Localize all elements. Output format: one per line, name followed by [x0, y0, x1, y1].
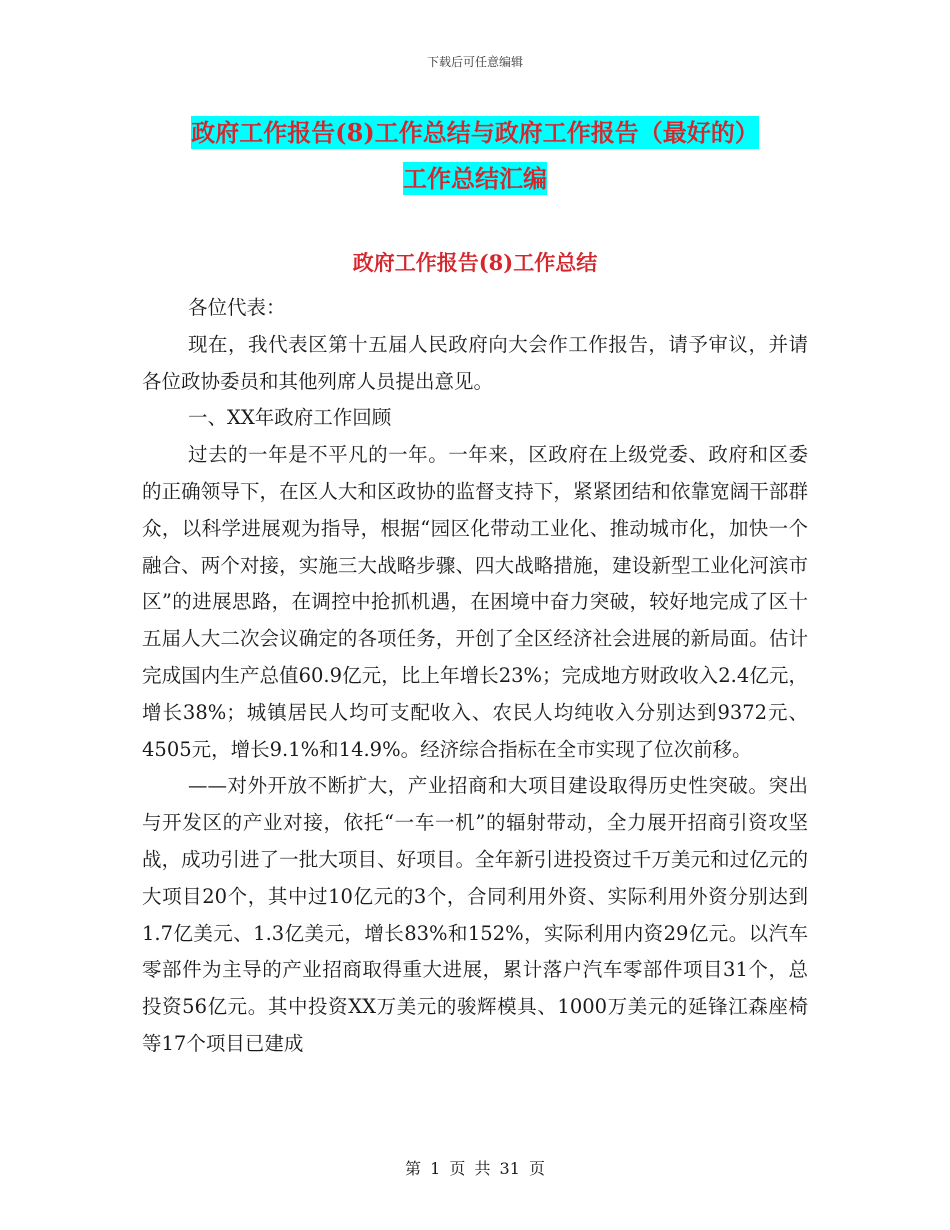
document-title — [0, 110, 950, 202]
document-title-line-2: 工作总结汇编 — [403, 164, 547, 193]
salutation-paragraph: 各位代表： — [188, 296, 286, 319]
header-note: 下载后可任意编辑 — [426, 55, 523, 69]
document-title-line-1: 政府工作报告(8)工作总结与政府工作报告（最好的） — [191, 118, 759, 147]
page-number: 第 1 页 共 31 页 — [405, 1159, 545, 1178]
intro-paragraph: 现在，我代表区第十五届人民政府向大会作工作报告，请予审议，并请各位政协委员和其他列席人员提出意见。 — [142, 332, 808, 393]
opening-up-paragraph: ——对外开放不断扩大，产业招商和大项目建设取得历史性突破。突出与开发区的产业对接，依托“一车一机”的辐射带动，全力展开招商引资攻坚战，成功引进了一批大项目、好项目。全年新引进投资过千万美元和过亿元的大项目20个，其中过10亿元的3个，合同利用外资、实际利用外资分别达到1.7亿美元、1.3亿美元，增长83%和152%，实际利用内资29亿元。以汽车零部件为主导的产业招商取得重大进展，累计落户汽车零部件项目31个，总投资56亿元。其中投资XX万美元的骏辉模具、1000万美元的延锋江森座椅等17个项目已建成 — [142, 774, 808, 1055]
section-title: 政府工作报告(8)工作总结 — [352, 250, 598, 275]
body-text — [142, 290, 808, 1063]
section-heading-review: 一、XX年政府工作回顾 — [188, 406, 392, 430]
review-paragraph: 过去的一年是不平凡的一年。一年来，区政府在上级党委、政府和区委的正确领导下，在区人大和区政协的监督支持下，紧紧团结和依靠宽阔干部群众，以科学进展观为指导，根据“园区化带动工业化、推动城市化，加快一个融合、两个对接，实施三大战略步骤、四大战略措施，建设新型工业化河滨市区”的进展思路，在调控中抢抓机遇，在困境中奋力突破，较好地完成了区十五届人大二次会议确定的各项任务，开创了全区经济社会进展的新局面。估计完成国内生产总值60.9亿元，比上年增长23%；完成地方财政收入2.4亿元，增长38%；城镇居民人均可支配收入、农民人均纯收入分别达到9372元、4505元，增长9.1%和14.9%。经济综合指标在全市实现了位次前移。 — [142, 443, 808, 761]
